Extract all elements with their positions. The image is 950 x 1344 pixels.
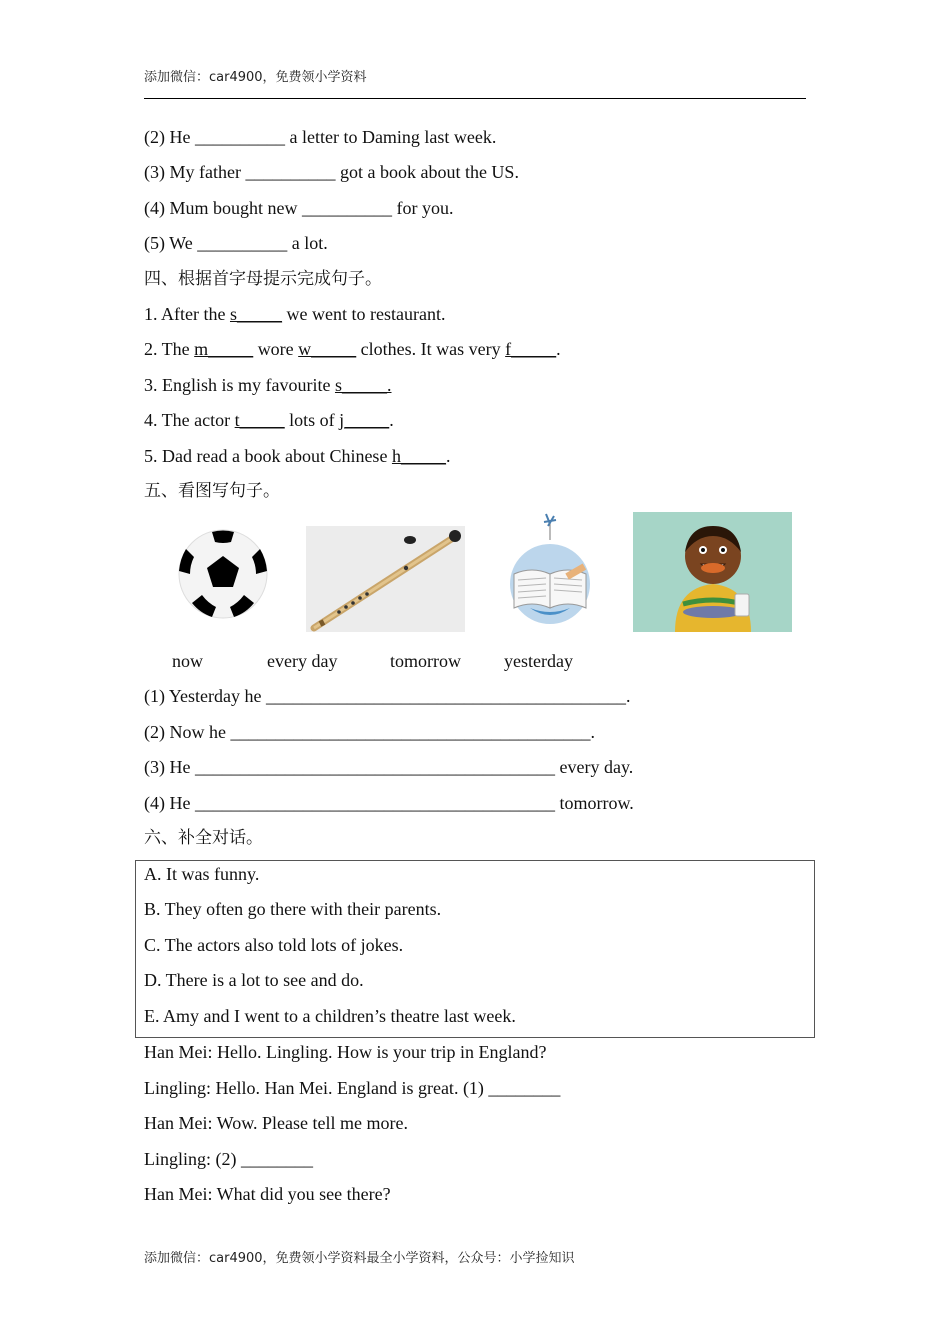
item-text: 4. The actor <box>144 410 235 430</box>
hint-blank: j_____ <box>339 410 390 430</box>
hint-blank: s_____. <box>334 375 392 395</box>
section-title: 六、补全对话。 <box>144 828 263 848</box>
item-text: 5. Dad read a book about Chinese <box>144 446 392 466</box>
item-text: 3. English is my favourite <box>144 375 335 395</box>
dialogue-line: Han Mei: Hello. Lingling. How is your trip in England? <box>144 1042 547 1062</box>
page-footer: 添加微信：car4900，免费领小学资料最全小学资料，公众号：小学捡知识 <box>144 1251 575 1266</box>
option-item: E. Amy and I went to a children’s theatre last week. <box>144 1006 516 1026</box>
item-text: clothes. It was very <box>356 339 506 359</box>
exercise-item <box>144 409 394 431</box>
exercise-item <box>144 338 561 360</box>
option-item: A. It was funny. <box>144 864 260 884</box>
exercise-item: (3) He ________________________________________ every day. <box>144 757 634 777</box>
hint-blank: t_____ <box>234 410 285 430</box>
item-text: wore <box>253 339 299 359</box>
option-item: B. They often go there with their parents. <box>144 899 442 919</box>
option-item: D. There is a lot to see and do. <box>144 970 364 990</box>
picture-caption: yesterday <box>504 651 573 671</box>
soccer-ball-image <box>176 527 270 621</box>
exercise-item: (4) Mum bought new __________ for you. <box>144 198 454 218</box>
dialogue-line: Han Mei: What did you see there? <box>144 1184 391 1204</box>
exercise-item <box>144 303 445 325</box>
book-image <box>508 512 592 628</box>
picture-caption: tomorrow <box>390 651 461 671</box>
item-text: 2. The <box>144 339 195 359</box>
item-text: we went to restaurant. <box>282 304 446 324</box>
exercise-item: (4) He ________________________________________ tomorrow. <box>144 793 634 813</box>
hint-blank: h_____ <box>391 446 446 466</box>
item-text: lots of <box>284 410 340 430</box>
item-text: . <box>389 410 394 430</box>
dialogue-line: Lingling: Hello. Han Mei. England is great. (1) ________ <box>144 1078 561 1098</box>
item-text: . <box>445 446 451 466</box>
exercise-item: (1) Yesterday he ________________________________________. <box>144 686 631 706</box>
flute-image <box>306 526 465 632</box>
hint-blank: w_____ <box>298 339 357 359</box>
hint-blank: m_____ <box>194 339 254 359</box>
hint-blank: f_____ <box>505 339 557 359</box>
exercise-item: (5) We __________ a lot. <box>144 233 328 253</box>
dialogue-line: Lingling: (2) ________ <box>144 1149 313 1169</box>
header-rule <box>144 98 806 99</box>
option-item: C. The actors also told lots of jokes. <box>144 935 404 955</box>
item-text: . <box>556 339 561 359</box>
page-header: 添加微信：car4900，免费领小学资料 <box>144 70 367 85</box>
dialogue-line: Han Mei: Wow. Please tell me more. <box>144 1113 408 1133</box>
exercise-item: (2) Now he ________________________________________. <box>144 722 595 742</box>
exercise-item: (3) My father __________ got a book about the US. <box>144 162 519 182</box>
picture-caption: every day <box>267 651 338 671</box>
exercise-item <box>144 445 450 467</box>
picture-caption: now <box>172 651 203 671</box>
hint-blank: s_____ <box>229 304 282 324</box>
section-title: 五、看图写句子。 <box>144 481 280 501</box>
item-text: 1. After the <box>144 304 230 324</box>
exercise-item <box>144 374 392 396</box>
section-title: 四、根据首字母提示完成句子。 <box>144 269 382 289</box>
exercise-item: (2) He __________ a letter to Daming last week. <box>144 127 497 147</box>
boy-eating-image <box>633 512 792 632</box>
